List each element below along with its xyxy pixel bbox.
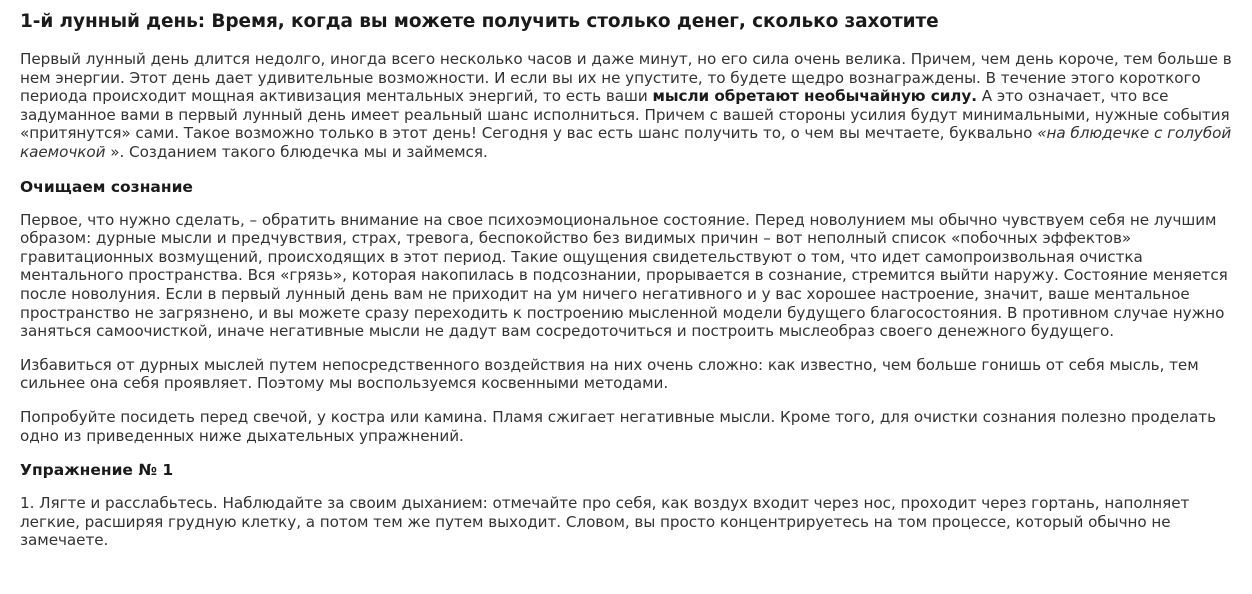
section-heading-exercise-1: Упражнение № 1 xyxy=(20,461,174,480)
intro-text-2: А это означает, что все задуманное вами в первый лунный день имеет реальный шанс исполниться. Причем с вашей стороны усилия будут минимальными, нужные события «притянутся» сами. Такое возможно только в этот день! Сегодня у вас есть шанс получить то, о чем вы мечтаете, буквально xyxy=(20,87,1230,143)
intro-text-1: Первый лунный день длится недолго, иногда всего несколько часов и даже минут, но его сила очень велика. Причем, чем день короче, тем больше в нем энергии. Этот день дает удивительные возможности. И если вы их не упустите, то будете щедро вознаграждены. В течение этого короткого периода происходит мощная активизация ментальных энергий, то есть ваши xyxy=(20,50,1232,106)
article-title: 1-й лунный день: Время, когда вы можете получить столько денег, сколько захотите xyxy=(20,11,939,32)
intro-paragraph xyxy=(20,50,1238,162)
intro-text-3: ». Созданием такого блюдечка мы и займемся. xyxy=(105,142,488,161)
intro-bold-text: мысли обретают необычайную силу. xyxy=(652,87,977,106)
intro-italic-text: «на блюдечке с голубой каемочкой xyxy=(20,124,1232,161)
exercise-1-paragraph: 1. Лягте и расслабьтесь. Наблюдайте за своим дыханием: отмечайте про себя, как воздух входит через нос, проходит через гортань, наполняет легкие, расширяя грудную клетку, а потом тем же путем выходит. Словом, вы просто концентрируетесь на том процессе, который обычно не замечаете. xyxy=(20,494,1190,550)
cleansing-paragraph-3: Попробуйте посидеть перед свечой, у костра или камина. Пламя сжигает негативные мысли. Кроме того, для очистки сознания полезно проделать одно из приведенных ниже дыхательных упражнений. xyxy=(20,407,1216,445)
cleansing-paragraph-2: Избавиться от дурных мыслей путем непосредственного воздействия на них очень сложно: как известно, чем больше гонишь от себя мысль, тем сильнее она себя проявляет. Поэтому мы воспользуемся косвенными методами. xyxy=(20,355,1199,393)
cleansing-paragraph-1: Первое, что нужно сделать, – обратить внимание на свое психоэмоциональное состояние. Перед новолунием мы обычно чувствуем себя не лучшим образом: дурные мысли и предчувствия, страх, тревога, беспокойство без видимых причин – вот неполный список «побочных эффектов» гравитационных возмущений, происходящих в этот период. Такие ощущения свидетельствуют о том, что идет самопроизвольная очистка ментального пространства. Вся «грязь», которая накопилась в подсознании, прорывается в сознание, стремится выйти наружу. Состояние меняется после новолуния. Если в первый лунный день вам не приходит на ум ничего негативного и у вас хорошее настроение, значит, ваше ментальное пространство не загрязнено, и вы можете сразу переходить к построению мысленной модели будущего благосостояния. В противном случае нужно заняться самоочисткой, иначе негативные мысли не дадут вам сосредоточиться и построить мыслеобраз своего денежного будущего. xyxy=(20,210,1228,341)
section-heading-cleansing: Очищаем сознание xyxy=(20,177,193,196)
